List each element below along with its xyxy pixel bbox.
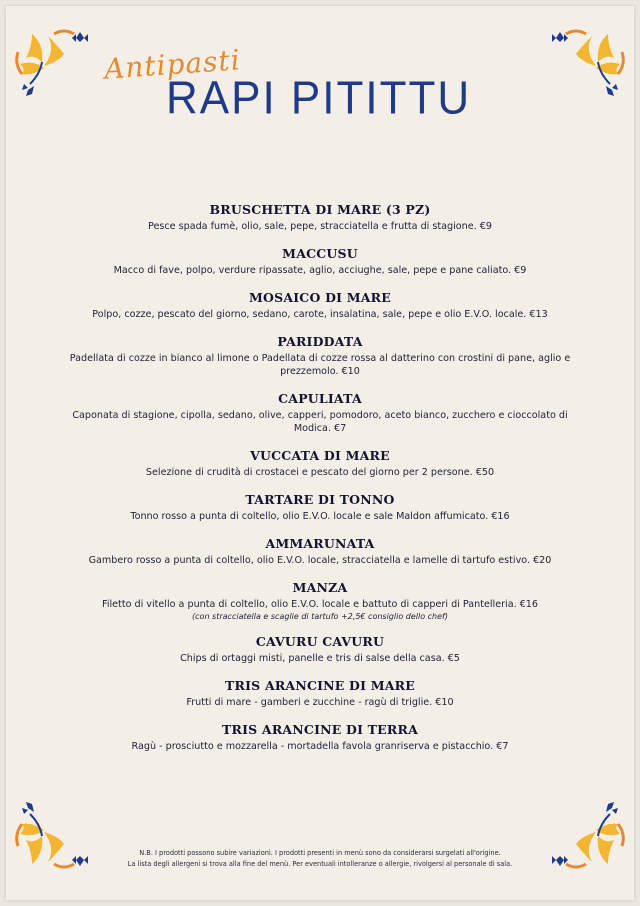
- menu-item-name: MANZA: [292, 580, 348, 595]
- section-subtitle: Antipasti: [103, 43, 242, 86]
- menu-item: [66, 536, 574, 567]
- menu-item-description: Pesce spada fumè, olio, sale, pepe, stracciatella e frutta di stagione. €9: [148, 221, 492, 232]
- menu-item-description: Caponata di stagione, cipolla, sedano, olive, capperi, pomodoro, aceto bianco, zucchero e cioccolato di Modica. €7: [72, 410, 568, 434]
- menu-footer-notes: [96, 848, 544, 870]
- menu-item-description: Selezione di crudità di crostacei e pescato del giorno per 2 persone. €50: [145, 467, 495, 478]
- menu-item-name: TARTARE DI TONNO: [245, 492, 395, 507]
- menu-item-description: Frutti di mare - gamberi e zucchine - ragù di triglie. €10: [186, 697, 454, 708]
- menu-item-description: Polpo, cozze, pescato del giorno, sedano, carote, insalatina, sale, pepe e olio E.V.O. locale. €13: [92, 309, 548, 320]
- menu-item: [66, 448, 574, 479]
- menu-item-description: Chips di ortaggi misti, panelle e tris di salse della casa. €5: [180, 653, 460, 664]
- menu-item-name: CAPULIATA: [278, 391, 362, 406]
- menu-item-name: MOSAICO DI MARE: [249, 290, 391, 305]
- menu-item-description: Ragù - prosciutto e mozzarella - mortadella favola granriserva e pistacchio. €7: [131, 741, 509, 752]
- footer-note-line: N.B. I prodotti possono subire variazioni. I prodotti presenti in menù sono da considerarsi surgelati all'origine.: [139, 849, 501, 857]
- menu-item-description: Gambero rosso a punta di coltello, olio E.V.O. locale, stracciatella e lamelle di tartufo estivo. €20: [88, 555, 552, 566]
- menu-item: [66, 290, 574, 321]
- menu-item: [66, 580, 574, 621]
- menu-item-note: (con stracciatella e scaglie di tartufo +2,5€ consiglio dello chef): [192, 612, 448, 621]
- menu-page: [6, 6, 634, 900]
- menu-item: [66, 678, 574, 709]
- menu-item-description: Tonno rosso a punta di coltello, olio E.V.O. locale e sale Maldon affumicato. €16: [130, 511, 510, 522]
- menu-header: [6, 44, 634, 124]
- menu-item: [66, 391, 574, 435]
- menu-item: [66, 492, 574, 523]
- menu-item-name: TRIS ARANCINE DI MARE: [225, 678, 415, 693]
- menu-item-name: CAVURU CAVURU: [255, 634, 385, 649]
- menu-item-name: TRIS ARANCINE DI TERRA: [222, 722, 418, 737]
- menu-item-name: MACCUSU: [282, 246, 358, 261]
- menu-item-name: BRUSCHETTA DI MARE (3 PZ): [209, 202, 431, 217]
- menu-list: [66, 202, 574, 766]
- menu-item-description: Filetto di vitello a punta di coltello, olio E.V.O. locale e battuto di capperi di Pantelleria. €16: [102, 599, 538, 610]
- menu-item-description: Macco di fave, polpo, verdure ripassate, aglio, acciughe, sale, pepe e pane caliato. €9: [113, 265, 527, 276]
- menu-item: [66, 246, 574, 277]
- menu-item-name: VUCCATA DI MARE: [250, 448, 390, 463]
- menu-item: [66, 634, 574, 665]
- menu-item-description: Padellata di cozze in bianco al limone o Padellata di cozze rossa al datterino con crostini di pane, aglio e prezzemolo. €10: [69, 353, 571, 377]
- menu-item: [66, 334, 574, 378]
- footer-note-line: La lista degli allergeni si trova alla fine del menù. Per eventuali intolleranze o allergie, rivolgersi al personale di sala.: [127, 860, 513, 868]
- restaurant-title: RAPI PITITTU: [166, 72, 472, 125]
- menu-item: [66, 202, 574, 233]
- menu-item-name: AMMARUNATA: [265, 536, 375, 551]
- menu-item: [66, 722, 574, 753]
- menu-item-name: PARIDDATA: [277, 334, 363, 349]
